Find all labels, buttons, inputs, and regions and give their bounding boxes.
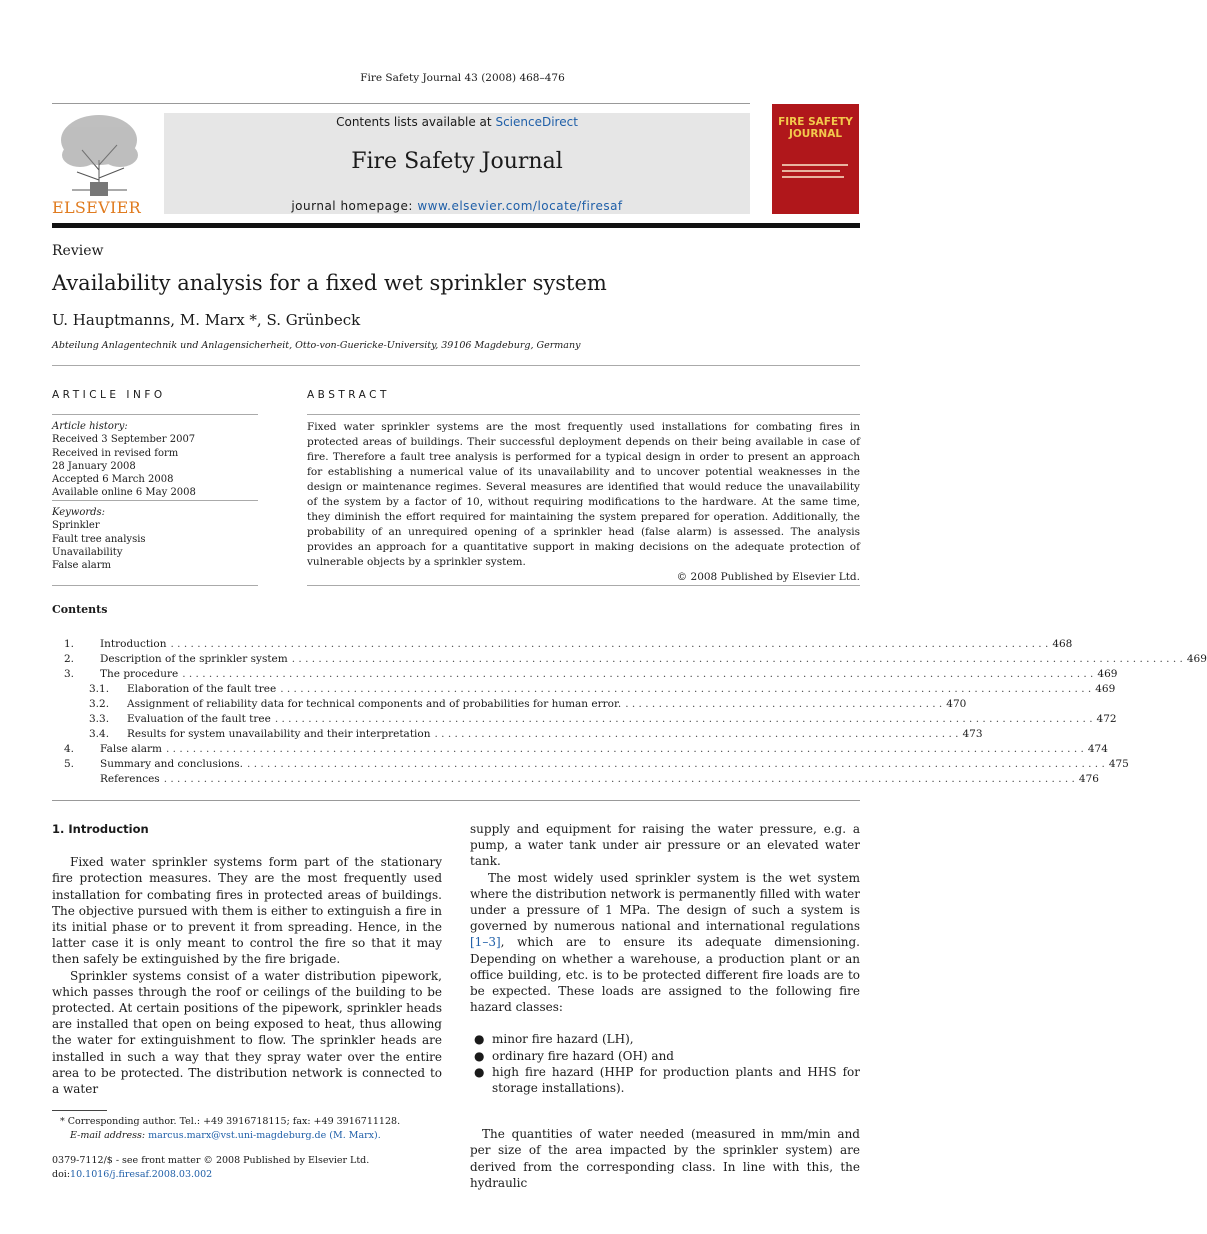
email-link[interactable]: marcus.marx@vst.uni-magdeburg.de (148, 1129, 327, 1141)
doi-line: doi:10.1016/j.firesaf.2008.03.002 (52, 1168, 213, 1180)
keyword: Unavailability (52, 546, 123, 558)
abstract-heading: ABSTRACT (307, 389, 390, 401)
hazard-class-list (470, 1031, 860, 1096)
list-item: ● minor fire hazard (LH), (470, 1031, 860, 1047)
keyword: Fault tree analysis (52, 533, 146, 545)
history-item: Accepted 6 March 2008 (52, 474, 174, 486)
citation-link[interactable]: [1–3] (470, 935, 501, 950)
journal-cover (772, 104, 859, 214)
body-left-column (52, 821, 442, 1097)
section-heading: 1. Introduction (52, 822, 149, 836)
homepage-link[interactable]: www.elsevier.com/locate/firesaf (417, 199, 623, 213)
paragraph: Sprinkler systems consist of a water distribution pipework, which passes through the roof or ceilings of the building to be protected. At certain positions of the pipework, sprinkler heads are installed that open on being exposed to heat, thus allowing the water for extinguishment to flow. The sprinkler heads are installed in such a way that they spray water over the entire area to be protected. The distribution network is connected to a water (52, 968, 442, 1097)
divider (52, 365, 860, 366)
article-info-heading: ARTICLE INFO (52, 389, 166, 401)
history-item: Available online 6 May 2008 (52, 487, 196, 499)
sciencedirect-link[interactable]: ScienceDirect (495, 115, 578, 129)
body-right-column (470, 821, 860, 1191)
footnote-rule (52, 1110, 107, 1111)
toc-entry[interactable]: 3. The procedure . . . . . . . . . . . . . . . . . . . . . . . . . . . . . . . . . . . . . . . . . . . . . . . . . . . . . . . . . . . . . . . . . . . . . . . . . . . . . . . . . . . . . . . . . . . . . . . . . . . . . . . . . . . . . . . . . . . . . . . . . . . . . . . . . . . . . . . . . 469 (64, 668, 1118, 680)
keyword: Sprinkler (52, 520, 100, 532)
journal-banner (164, 113, 750, 214)
journal-title: Fire Safety Journal (351, 149, 563, 174)
paragraph: The quantities of water needed (measured in mm/min and per size of the area impacted by the sprinkler system) are derived from the corresponding class. In line with this, the hydraulic (470, 1127, 860, 1190)
doi-link[interactable]: 10.1016/j.firesaf.2008.03.002 (70, 1168, 213, 1180)
paragraph: supply and equipment for raising the water pressure, e.g. a pump, a water tank under air pressure or an elevated water tank. (470, 822, 860, 869)
paragraph: Fixed water sprinkler systems form part of the stationary fire protection measures. They are the most frequently used installation for combating fires in protected areas of buildings. The objective pursued with them is either to extinguish a fire in its initial phase or to prevent it from spreading. Hence, in the latter case it is only meant to control the fire so that it may then safely be extinguished by the fire brigade. (52, 855, 442, 967)
toc-subentry[interactable]: 3.4. Results for system unavailability and their interpretation . . . . . . . . . . . . . . . . . . . . . . . . . . . . . . . . . . . . . . . . . . . . . . . . . . . . . . . . . . . . . . . . . . . . . . . . . . . . . . . 473 (89, 728, 983, 740)
history-item: 28 January 2008 (52, 460, 136, 472)
cover-title: FIRE SAFETY JOURNAL (778, 116, 853, 140)
affiliation: Abteilung Anlagentechnik und Anlagensicherheit, Otto-von-Guericke-University, 39106 Magdeburg, Germany (52, 340, 581, 351)
paragraph: The most widely used sprinkler system is the wet system where the distribution network is permanently filled with water under a pressure of 1 MPa. The design of such a system is governed by numerous national and international regulations [1–3], which are to ensure its adequate dimensioning. Depending on whether a warehouse, a production plant or an office building, etc. is to be protected different fire loads are to be expected. These loads are assigned to the following fire hazard classes: (470, 870, 860, 1015)
corresponding-author: * Corresponding author. Tel.: +49 3916718115; fax: +49 3916711128. (60, 1116, 401, 1127)
toc-entry[interactable]: 4. False alarm . . . . . . . . . . . . . . . . . . . . . . . . . . . . . . . . . . . . . . . . . . . . . . . . . . . . . . . . . . . . . . . . . . . . . . . . . . . . . . . . . . . . . . . . . . . . . . . . . . . . . . . . . . . . . . . . . . . . . . . . . . . . . . . . . . . . . . . . . . 474 (64, 743, 1108, 755)
toc-entry[interactable]: 5. Summary and conclusions. . . . . . . . . . . . . . . . . . . . . . . . . . . . . . . . . . . . . . . . . . . . . . . . . . . . . . . . . . . . . . . . . . . . . . . . . . . . . . . . . . . . . . . . . . . . . . . . . . . . . . . . . . . . . . . . . . . . . . . . . . . . . . . . . . 475 (64, 758, 1129, 770)
article-title: Availability analysis for a fixed wet sprinkler system (52, 271, 607, 295)
email-line: E-mail address: marcus.marx@vst.uni-magdeburg.de (M. Marx). (70, 1129, 381, 1141)
front-matter (52, 1154, 452, 1181)
history-item: Received 3 September 2007 (52, 434, 196, 446)
contents-availability: Contents lists available at ScienceDirect (336, 115, 578, 129)
bullet-icon: ● (474, 1032, 485, 1047)
issn-line: 0379-7112/$ - see front matter © 2008 Published by Elsevier Ltd. (52, 1155, 370, 1166)
bullet-icon: ● (474, 1048, 485, 1063)
elsevier-wordmark: ELSEVIER (52, 198, 141, 217)
keyword: False alarm (52, 560, 112, 572)
toc-entry[interactable]: 2. Description of the sprinkler system . . . . . . . . . . . . . . . . . . . . . . . . . . . . . . . . . . . . . . . . . . . . . . . . . . . . . . . . . . . . . . . . . . . . . . . . . . . . . . . . . . . . . . . . . . . . . . . . . . . . . . . . . . . . . . . . . . . . . . . . . . . . . . . . . . . . . . 469 (64, 653, 1207, 665)
toc-subentry[interactable]: 3.2. Assignment of reliability data for technical components and of probabilities for human error. . . . . . . . . . . . . . . . . . . . . . . . . . . . . . . . . . . . . . . . . . . . . . . . . 470 (89, 698, 967, 710)
list-item: ● ordinary fire hazard (OH) and (470, 1048, 860, 1064)
toc-subentry[interactable]: 3.3. Evaluation of the fault tree . . . . . . . . . . . . . . . . . . . . . . . . . . . . . . . . . . . . . . . . . . . . . . . . . . . . . . . . . . . . . . . . . . . . . . . . . . . . . . . . . . . . . . . . . . . . . . . . . . . . . . . . . . . . . . . . . . . . . . . . . . . 472 (89, 713, 1117, 725)
toc-entry[interactable]: References . . . . . . . . . . . . . . . . . . . . . . . . . . . . . . . . . . . . . . . . . . . . . . . . . . . . . . . . . . . . . . . . . . . . . . . . . . . . . . . . . . . . . . . . . . . . . . . . . . . . . . . . . . . . . . . . . . . . . . . . . . . . . . . . . . . . . . . . . 476 (100, 773, 1099, 785)
abstract-text: Fixed water sprinkler systems are the most frequently used installations for combating fires in protected areas of buildings. Their successful deployment depends on their being available in case of fire. Therefore a fault tree analysis is performed for a typical design in order to present an approach for establishing a numerical value of its unavailability and to uncover potential weaknesses in the design or maintenance regimes. Several measures are identified that would reduce the unavailability of the system by a factor of 10, without requiring modifications to the hardware. At the same time, they diminish the effort required for maintaining the system prepared for operation. Additionally, the probability of an unrequired opening of a sprinkler head (false alarm) is assessed. The analysis provides an approach for a quantitative support in making decisions on the adequate protection of vulnerable objects by a sprinkler system. © 2008 Published by Elsevier Ltd. (307, 421, 860, 583)
toc-entry[interactable]: 1. Introduction . . . . . . . . . . . . . . . . . . . . . . . . . . . . . . . . . . . . . . . . . . . . . . . . . . . . . . . . . . . . . . . . . . . . . . . . . . . . . . . . . . . . . . . . . . . . . . . . . . . . . . . . . . . . . . . . . . . . . . . . . . . . . . . . . . . . 468 (64, 638, 1073, 650)
list-item: ● high fire hazard (HHP for production plants and HHS for storage installations). (470, 1064, 860, 1096)
divider (52, 800, 860, 801)
copyright: © 2008 Published by Elsevier Ltd. (676, 571, 860, 583)
article-history: Article history: Received 3 September 2007 Received in revised form 28 January 2008 Accepted 6 March 2008 Available online 6 May 2008 (52, 420, 258, 500)
journal-homepage: journal homepage: www.elsevier.com/locate/firesaf (291, 199, 623, 213)
author-list: U. Hauptmanns, M. Marx *, S. Grünbeck (52, 311, 361, 329)
history-item: Received in revised form (52, 447, 179, 459)
footnote (52, 1115, 442, 1142)
keywords: Keywords: Sprinkler Fault tree analysis Unavailability False alarm (52, 506, 258, 572)
running-head: Fire Safety Journal 43 (2008) 468–476 (360, 72, 565, 84)
article-type: Review (52, 243, 104, 259)
header-thick-rule (52, 223, 860, 228)
contents-heading: Contents (52, 603, 108, 616)
toc-subentry[interactable]: 3.1. Elaboration of the fault tree . . . . . . . . . . . . . . . . . . . . . . . . . . . . . . . . . . . . . . . . . . . . . . . . . . . . . . . . . . . . . . . . . . . . . . . . . . . . . . . . . . . . . . . . . . . . . . . . . . . . . . . . . . . . . . . . . . . . . . . . . . 469 (89, 683, 1116, 695)
bullet-icon: ● (474, 1064, 485, 1079)
header-top-rule (52, 103, 750, 104)
